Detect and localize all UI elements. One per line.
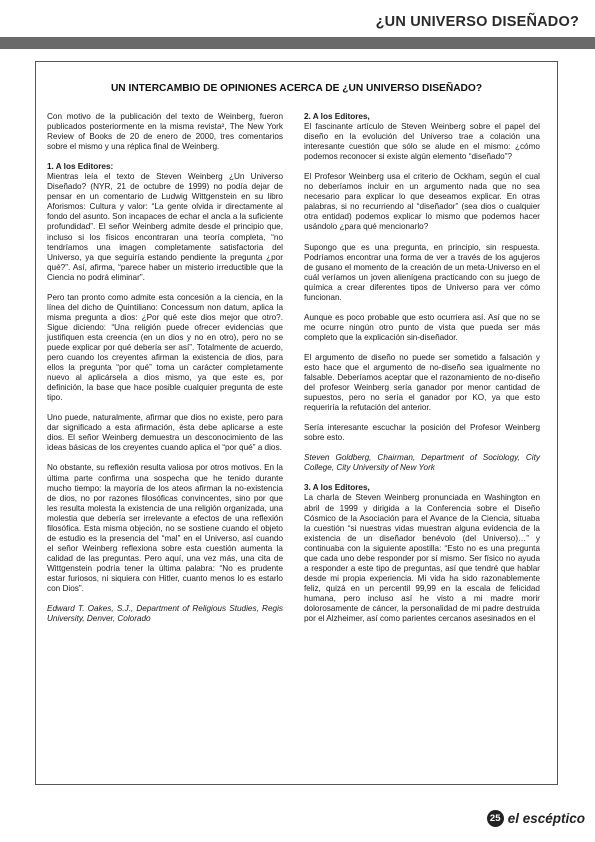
letter1-heading: 1. A los Editores:: [47, 162, 114, 172]
letter2-paragraph-1: El fascinante artículo de Steven Weinberg sobre el papel del diseño en la evolución del Universo trae a colación una interesante cuestión que sólo se alude en el mismo: ¿cómo podemos reconocer si existe algún elemento “diseñado”?: [304, 122, 540, 162]
letter2-paragraph-3: Supongo que es una pregunta, en principio, sin respuesta. Podríamos encontrar una forma de ver a través de los agujeros de gusano el momento de la creación de un meta-Universo en el cuál veríamos un joven alienígena practicando con su juego de química a crear diferentes tipos de Universo para ver cómo funcionan.: [304, 242, 540, 302]
letter2-heading: 2. A los Editores,: [304, 112, 370, 121]
letter1-paragraph-2: Pero tan pronto como admite esta concesión a la ciencia, en la línea del dicho de Quintiliano: Concessum non datum, aplica la misma pregunta a dios: ¿Por qué este dios mejor que otro?. Sigue diciendo: “Una religión puede ofrecer evidencias que justifiquen esta creencia (en un dios y no en otro), pero no se puede explicar por qué debería ser así”. Totalmente de acuerdo, pero cuando los creyentes afirman la existencia de dios, para ellos la pregunta “por qué” toma un carácter completamente nuevo al aplicársela a dios mismo, ya que este es, por definición, la base que hace posible cualquier pregunta de este tipo.: [47, 292, 283, 403]
letter2-paragraph-4: Aunque es poco probable que esto ocurriera así. Así que no se me ocurre ningún otro punto de vista que pueda ser más completo que la explicación sin-diseñador.: [304, 312, 540, 342]
letter2-paragraph-5: El argumento de diseño no puede ser sometido a falsación y esto hace que el argumento de no-diseño sea igualmente no falsable. Deberíamos aceptar que el razonamiento de no-diseño del profesor Weinberg sería ganador por menor cantidad de supuestos, pero no sería el ganador por KO, ya que esto requeriría la refutación del anterior.: [304, 352, 540, 413]
magazine-brand: el escéptico: [507, 811, 585, 826]
letter2-signature: Steven Goldberg, Chairman, Department of Sociology, City College, City University of New York: [304, 453, 540, 473]
letter3-heading: 3. A los Editores,: [304, 483, 370, 493]
running-head: ¿UN UNIVERSO DISEÑADO?: [375, 14, 579, 30]
letter2-paragraph-6: Sería interesante escuchar la posición del Profesor Weinberg sobre esto.: [304, 423, 540, 443]
right-column: [304, 112, 540, 634]
letter2-paragraph-2: El Profesor Weinberg usa el criterio de Ockham, según el cual no deberíamos incluir en un argumento nada que no sea necesario para explicar lo que deseamos explicar. En otras palabras, si no recurriendo al “diseñador” (sea dios o cualquier otra entidad) podemos explicar lo mismo que podemos hacer usándolo ¿para qué mencionarlo?: [304, 172, 540, 232]
page-footer: [487, 810, 585, 827]
header-bar: [0, 37, 595, 49]
left-column: [47, 112, 283, 634]
letter1-paragraph-1: Mientras leía el texto de Steven Weinberg ¿Un Universo Diseñado? (NYR, 21 de octubre de 1999) no podía dejar de pensar en un comentario de Ludwig Wittgenstein en su libro Aforismos: Cultura y valor: “La gente olvida ir directamente al fondo del asunto. Son incapaces de echar el ancla a la suficiente profundidad”. El señor Weinberg admite desde el principio que, incluso si los físicos encontraran una teoría completa, “no tendríamos una imagen completamente satisfactoria del Universo, ya que seguiría estando pendiente la pregunta ¿por qué?”. Así, afirma, “parece haber un misterio irreductible que la Ciencia no podrá eliminar”.: [47, 172, 283, 282]
intro-paragraph: Con motivo de la publicación del texto de Weinberg, fueron publicados posteriormente en la misma revista², The New York Review of Books de 20 de enero de 2000, tres comentarios sobre el mismo y una réplica final de Weinberg.: [47, 112, 283, 152]
letter3-paragraph-1: La charla de Steven Weinberg pronunciada en Washington en abril de 1999 y dirigida a la Conferencia sobre el Diseño Cósmico de la Asociación para el Avance de la Ciencia, situaba la cuestión “si nuestras vidas muestran alguna evidencia de la existencia de un diseñador benévolo (del Universo)…” y continuaba con la siguiente apostilla: “Esto no es una pregunta que cada uno debe responder por sí mismo. Ser físico no ayuda a responder a este tipo de preguntas, así que tendré que hablar desde mi propia experiencia. Mi vida ha sido razonablemente feliz, quizá en un percentil 99,99 en la escala de felicidad humana, pero incluso así he visto a mi madre morir dolorosamente de cáncer, la personalidad de mi padre destruida por el Alzheimer, así como parientes cercanos asesinados en el: [304, 493, 540, 624]
box-title: UN INTERCAMBIO DE OPINIONES ACERCA DE ¿UN UNIVERSO DISEÑADO?: [110, 83, 483, 94]
letter1-paragraph-3: Uno puede, naturalmente, afirmar que dios no existe, pero para dar significado a esta afirmación, ésta debe aplicarse a este dios. El señor Weinberg demuestra un desconocimiento de las ideas básicas de los creyentes cuando aplica el “por qué” a dios.: [47, 413, 283, 453]
page-number: 25: [487, 810, 504, 827]
letter1-paragraph-4: No obstante, su reflexión resulta valiosa por otros motivos. En la última parte confirma una sospecha que he tenido durante mucho tiempo: la mayoría de los ateos afirman la no-existencia de dios, no por razones filosóficas convincentes, sino por que les resulta molesta la existencia de una religión organizada, una molestia que debería ser irrelevante a efectos de una reflexión filosófica. Esta misma objeción, no se sostiene cuando el objeto de estudio es la presencia del “mal” en el Universo, así cuando el señor Weinberg reflexiona sobre esta cuestión aumenta la calidad de las preguntas. Pero aquí, una vez más, una cita de Wittgenstein podría tener la última palabra: “No es prudente estar furiosos, ni siquiera con Hitler, cuanto menos lo es estarlo con Dios”.: [47, 463, 283, 594]
letter1-signature: Edward T. Oakes, S.J., Department of Religious Studies, Regis University, Denver, Colorado: [47, 604, 283, 624]
